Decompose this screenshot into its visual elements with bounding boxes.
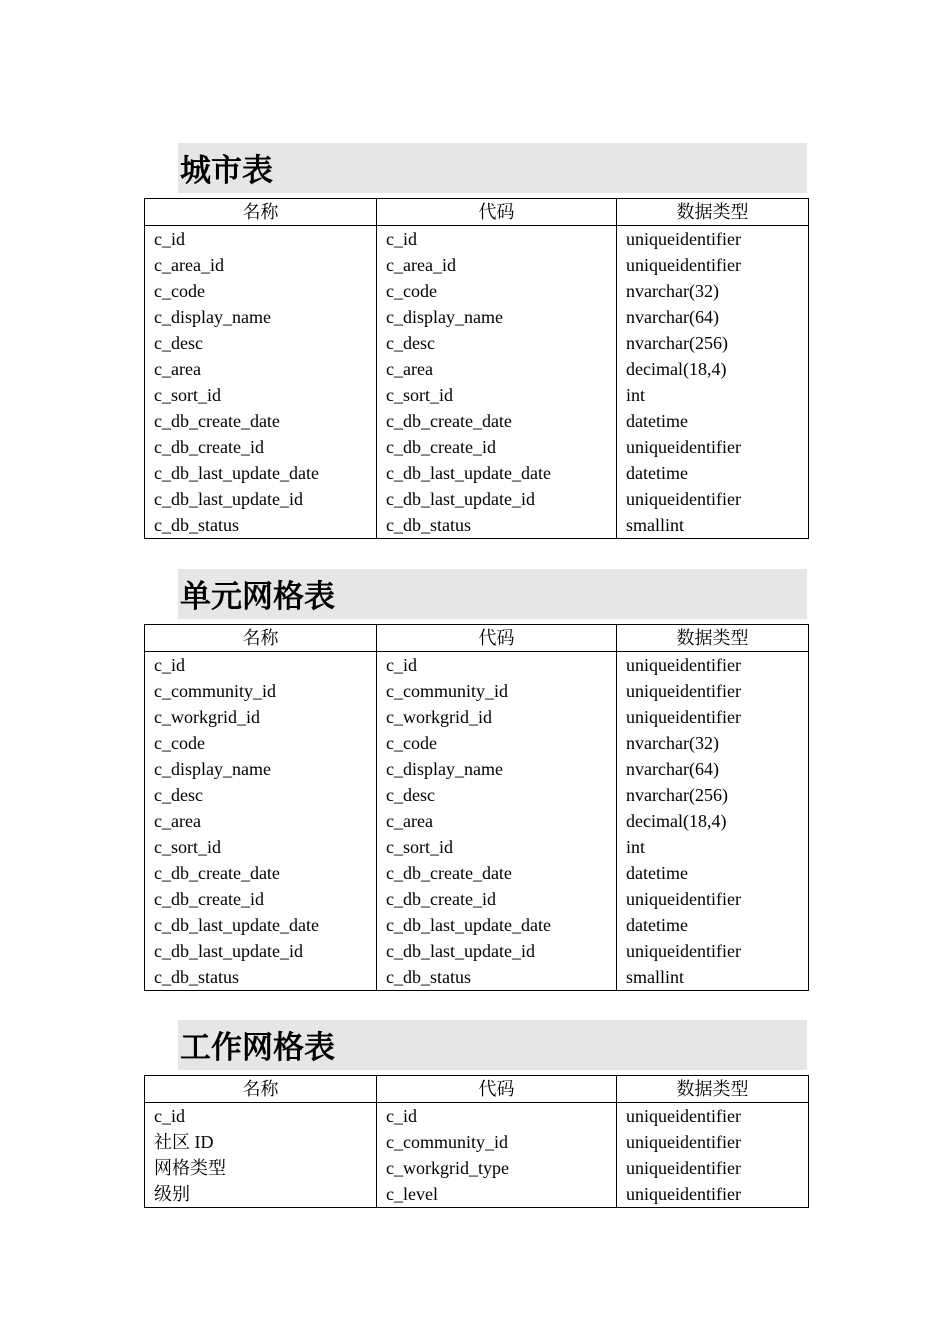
data-type-cell: uniqueidentifier <box>617 1129 809 1155</box>
data-type-cell: datetime <box>617 860 809 886</box>
field-code-cell: c_area_id <box>377 252 617 278</box>
field-code-cell: c_workgrid_type <box>377 1155 617 1181</box>
data-type-cell: int <box>617 382 809 408</box>
column-header: 名称 <box>145 199 377 226</box>
field-code-cell: c_db_create_date <box>377 860 617 886</box>
table-header-row <box>145 1076 809 1103</box>
table-row <box>145 460 809 486</box>
column-header: 名称 <box>145 625 377 652</box>
table-row <box>145 226 809 253</box>
field-name-cell: c_workgrid_id <box>145 704 377 730</box>
field-name-cell: c_desc <box>145 330 377 356</box>
field-name-cell: c_sort_id <box>145 382 377 408</box>
table-row <box>145 756 809 782</box>
field-code-cell: c_area <box>377 808 617 834</box>
field-code-cell: c_db_last_update_date <box>377 912 617 938</box>
data-type-cell: datetime <box>617 460 809 486</box>
data-type-cell: datetime <box>617 408 809 434</box>
table-heading: 工作网格表 <box>178 1020 807 1070</box>
field-code-cell: c_id <box>377 1103 617 1130</box>
data-type-cell: uniqueidentifier <box>617 1103 809 1130</box>
table-row <box>145 834 809 860</box>
table-row <box>145 886 809 912</box>
table-row <box>145 486 809 512</box>
table-row <box>145 1155 809 1181</box>
field-name-cell: c_db_create_id <box>145 886 377 912</box>
table-row <box>145 356 809 382</box>
field-code-cell: c_community_id <box>377 1129 617 1155</box>
field-name-cell: c_db_create_date <box>145 408 377 434</box>
data-type-cell: int <box>617 834 809 860</box>
table-header-row <box>145 199 809 226</box>
field-code-cell: c_workgrid_id <box>377 704 617 730</box>
field-name-cell: c_db_last_update_id <box>145 938 377 964</box>
data-type-cell: nvarchar(64) <box>617 304 809 330</box>
table-row <box>145 1103 809 1130</box>
column-header: 代码 <box>377 1076 617 1103</box>
table-row <box>145 252 809 278</box>
table-row <box>145 938 809 964</box>
data-type-cell: smallint <box>617 964 809 991</box>
table-row <box>145 278 809 304</box>
table-row <box>145 652 809 679</box>
field-name-cell: c_db_create_date <box>145 860 377 886</box>
data-type-cell: decimal(18,4) <box>617 356 809 382</box>
field-name-cell: c_display_name <box>145 756 377 782</box>
table-row <box>145 434 809 460</box>
column-header: 数据类型 <box>617 199 809 226</box>
field-name-cell: c_code <box>145 278 377 304</box>
data-type-cell: smallint <box>617 512 809 539</box>
field-code-cell: c_db_status <box>377 512 617 539</box>
field-code-cell: c_desc <box>377 330 617 356</box>
field-name-cell: c_db_status <box>145 964 377 991</box>
data-type-cell: uniqueidentifier <box>617 1155 809 1181</box>
field-name-cell: c_db_last_update_id <box>145 486 377 512</box>
data-type-cell: uniqueidentifier <box>617 652 809 679</box>
field-code-cell: c_db_last_update_id <box>377 486 617 512</box>
field-name-cell: 网格类型 <box>145 1155 377 1181</box>
table-row <box>145 1129 809 1155</box>
data-type-cell: nvarchar(256) <box>617 330 809 356</box>
field-code-cell: c_code <box>377 730 617 756</box>
field-code-cell: c_db_create_id <box>377 886 617 912</box>
table-heading: 城市表 <box>178 143 807 193</box>
data-type-cell: uniqueidentifier <box>617 226 809 253</box>
table-row <box>145 912 809 938</box>
field-name-cell: c_db_create_id <box>145 434 377 460</box>
table-row <box>145 1181 809 1208</box>
schema-table <box>144 624 809 991</box>
field-code-cell: c_db_create_id <box>377 434 617 460</box>
table-header-row <box>145 625 809 652</box>
field-name-cell: c_code <box>145 730 377 756</box>
table-row <box>145 782 809 808</box>
column-header: 数据类型 <box>617 625 809 652</box>
data-type-cell: uniqueidentifier <box>617 938 809 964</box>
data-type-cell: uniqueidentifier <box>617 486 809 512</box>
data-type-cell: nvarchar(32) <box>617 730 809 756</box>
field-code-cell: c_area <box>377 356 617 382</box>
field-name-cell: c_area <box>145 808 377 834</box>
data-type-cell: uniqueidentifier <box>617 1181 809 1208</box>
table-row <box>145 330 809 356</box>
field-code-cell: c_code <box>377 278 617 304</box>
column-header: 数据类型 <box>617 1076 809 1103</box>
field-name-cell: c_display_name <box>145 304 377 330</box>
field-code-cell: c_sort_id <box>377 834 617 860</box>
column-header: 代码 <box>377 199 617 226</box>
field-code-cell: c_id <box>377 226 617 253</box>
field-code-cell: c_db_status <box>377 964 617 991</box>
field-name-cell: c_db_status <box>145 512 377 539</box>
field-name-cell: c_id <box>145 1103 377 1130</box>
field-name-cell: 社区 ID <box>145 1129 377 1155</box>
field-name-cell: c_community_id <box>145 678 377 704</box>
schema-table <box>144 1075 809 1208</box>
data-type-cell: uniqueidentifier <box>617 704 809 730</box>
data-type-cell: nvarchar(32) <box>617 278 809 304</box>
field-name-cell: c_db_last_update_date <box>145 460 377 486</box>
field-code-cell: c_display_name <box>377 304 617 330</box>
field-code-cell: c_db_last_update_date <box>377 460 617 486</box>
table-row <box>145 730 809 756</box>
field-code-cell: c_community_id <box>377 678 617 704</box>
field-code-cell: c_id <box>377 652 617 679</box>
field-name-cell: c_area <box>145 356 377 382</box>
column-header: 代码 <box>377 625 617 652</box>
field-code-cell: c_level <box>377 1181 617 1208</box>
data-type-cell: datetime <box>617 912 809 938</box>
table-row <box>145 408 809 434</box>
data-type-cell: decimal(18,4) <box>617 808 809 834</box>
field-name-cell: c_id <box>145 652 377 679</box>
table-row <box>145 304 809 330</box>
field-code-cell: c_sort_id <box>377 382 617 408</box>
table-row <box>145 382 809 408</box>
data-type-cell: nvarchar(64) <box>617 756 809 782</box>
table-row <box>145 964 809 991</box>
data-type-cell: uniqueidentifier <box>617 886 809 912</box>
table-row <box>145 860 809 886</box>
field-name-cell: 级别 <box>145 1181 377 1208</box>
field-code-cell: c_display_name <box>377 756 617 782</box>
table-row <box>145 512 809 539</box>
field-code-cell: c_db_create_date <box>377 408 617 434</box>
schema-table <box>144 198 809 539</box>
column-header: 名称 <box>145 1076 377 1103</box>
data-type-cell: uniqueidentifier <box>617 678 809 704</box>
field-code-cell: c_desc <box>377 782 617 808</box>
table-row <box>145 704 809 730</box>
table-row <box>145 678 809 704</box>
data-type-cell: nvarchar(256) <box>617 782 809 808</box>
field-name-cell: c_area_id <box>145 252 377 278</box>
field-name-cell: c_id <box>145 226 377 253</box>
field-name-cell: c_db_last_update_date <box>145 912 377 938</box>
field-name-cell: c_desc <box>145 782 377 808</box>
data-type-cell: uniqueidentifier <box>617 252 809 278</box>
field-code-cell: c_db_last_update_id <box>377 938 617 964</box>
table-row <box>145 808 809 834</box>
table-heading: 单元网格表 <box>178 569 807 619</box>
field-name-cell: c_sort_id <box>145 834 377 860</box>
data-type-cell: uniqueidentifier <box>617 434 809 460</box>
